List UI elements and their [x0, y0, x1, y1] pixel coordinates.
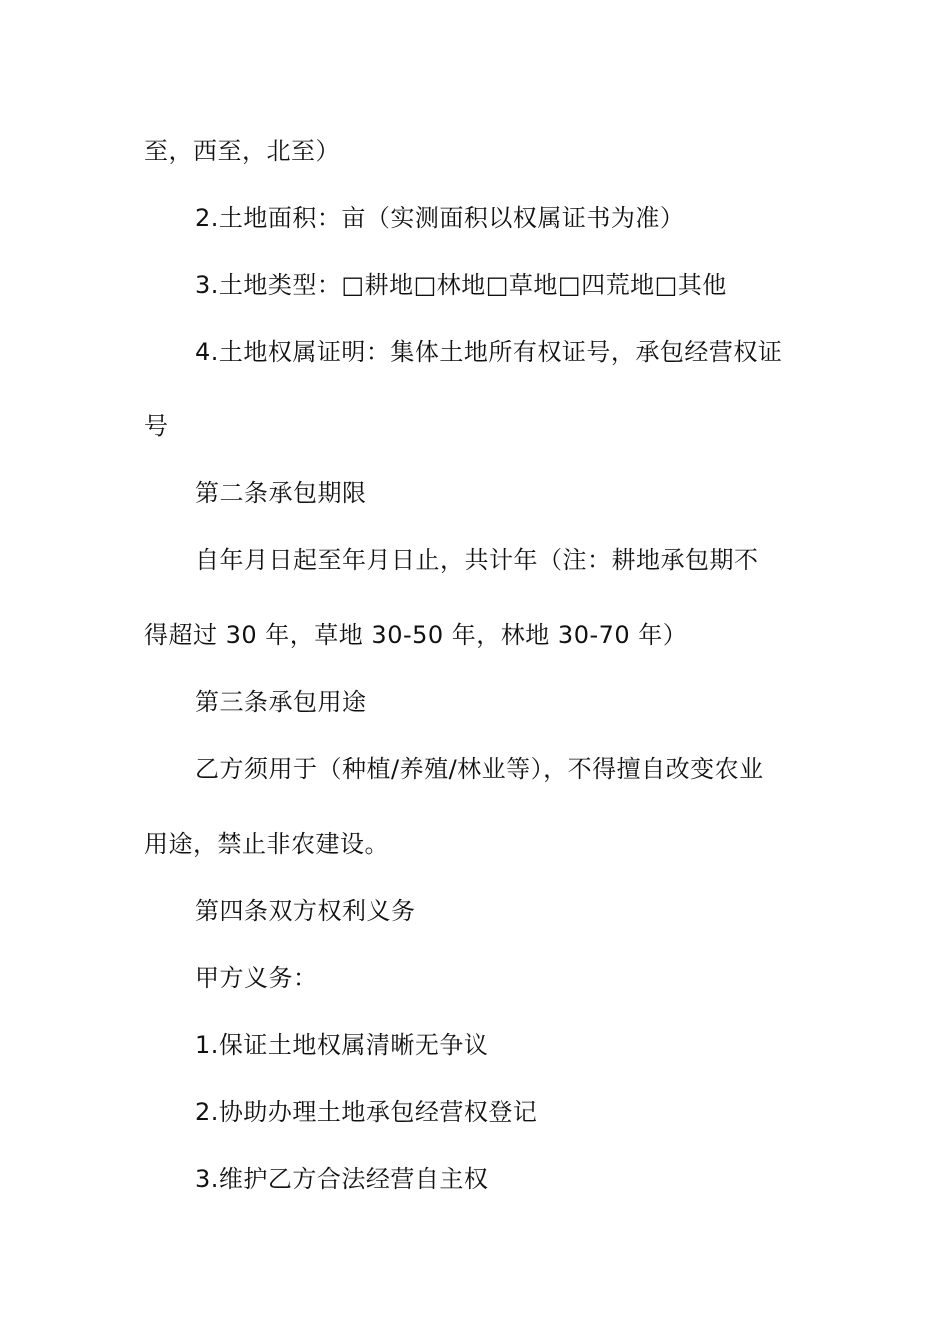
contract-term-text-cont: 得超过 30 年，草地 30-50 年，林地 30-70 年）	[144, 621, 688, 649]
obligation-item-1: 1.保证土地权属清晰无争议	[195, 1031, 489, 1059]
article-4-heading: 第四条双方权利义务	[195, 897, 416, 925]
land-area-item: 2.土地面积：亩（实测面积以权属证书为准）	[195, 204, 685, 232]
party-a-obligations-heading: 甲方义务：	[195, 964, 318, 992]
article-3-heading: 第三条承包用途	[195, 688, 367, 716]
land-use-text-cont: 用途，禁止非农建设。	[144, 830, 389, 858]
boundary-text-line: 至，西至，北至）	[144, 137, 340, 165]
obligation-item-2: 2.协助办理土地承包经营权登记	[195, 1098, 538, 1126]
land-ownership-proof-cont: 号	[144, 412, 169, 440]
land-type-item: 3.土地类型：□耕地□林地□草地□四荒地□其他	[195, 271, 727, 299]
article-2-heading: 第二条承包期限	[195, 479, 367, 507]
contract-term-text: 自年月日起至年月日止，共计年（注：耕地承包期不	[195, 546, 759, 574]
land-use-text: 乙方须用于（种植/养殖/林业等），不得擅自改变农业	[195, 755, 764, 783]
obligation-item-3: 3.维护乙方合法经营自主权	[195, 1165, 489, 1193]
land-ownership-proof-item: 4.土地权属证明：集体土地所有权证号，承包经营权证	[195, 338, 783, 366]
